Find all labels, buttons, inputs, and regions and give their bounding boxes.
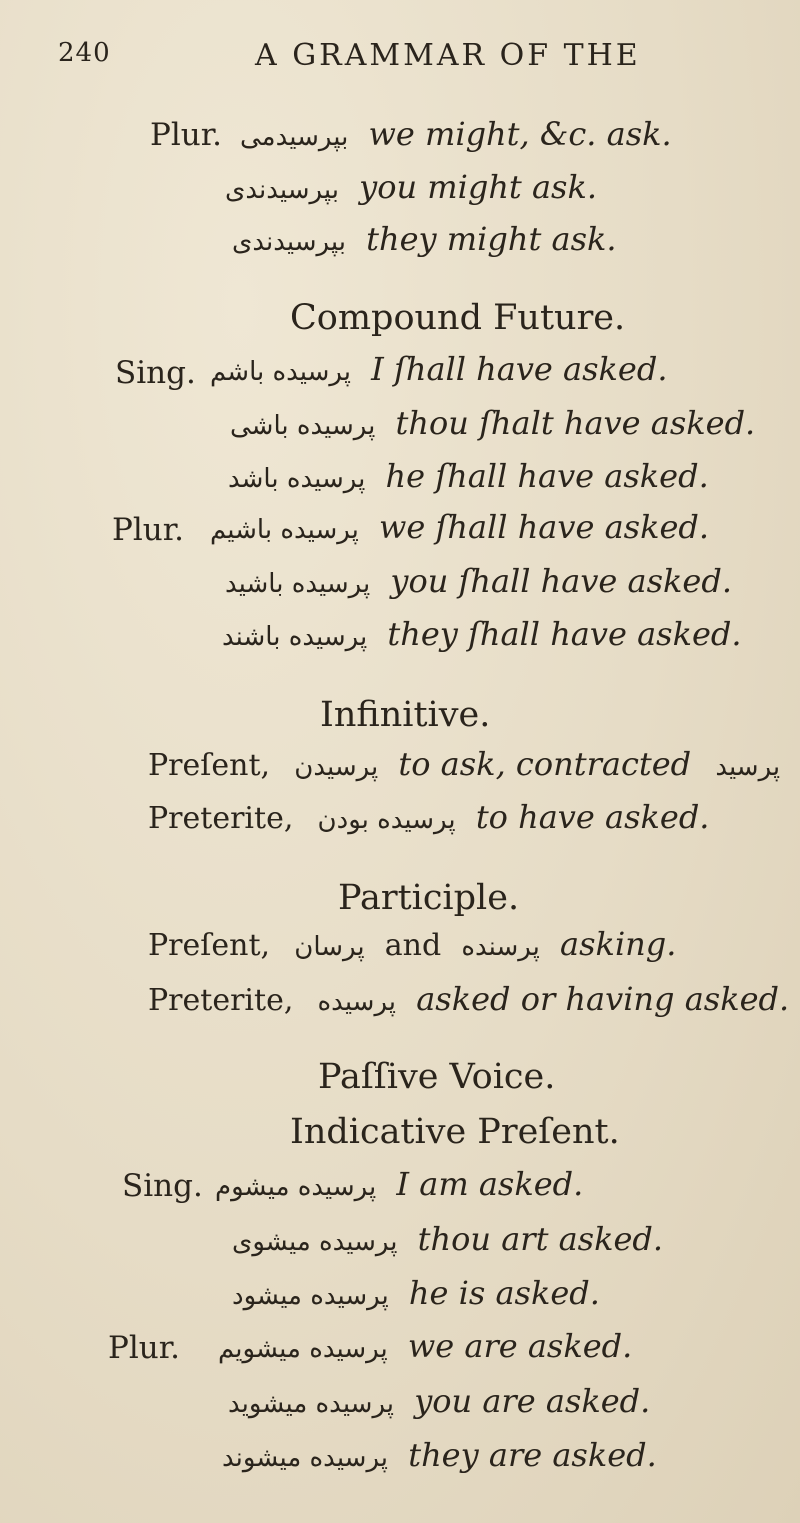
sing-label: Sing.: [115, 355, 196, 391]
section-heading: Compound Future.: [290, 298, 626, 338]
persian-form: بپرسيدندی: [225, 175, 339, 205]
conjugation-row: [232, 220, 617, 258]
english-gloss: they are asked.: [408, 1436, 657, 1474]
persian-form: پرسيده ميشوی: [232, 1227, 398, 1257]
english-gloss: they might ask.: [366, 220, 617, 258]
persian-form: پرسيده باشی: [230, 411, 376, 441]
page-header: [0, 38, 800, 78]
section-heading: Infinitive.: [320, 695, 491, 735]
conjugation-row: [232, 1220, 663, 1258]
conjugation-row: [215, 1165, 583, 1203]
conjugation-row: [232, 1274, 600, 1312]
english-gloss: we are asked.: [407, 1327, 633, 1365]
persian-form: پرسيده ميشود: [232, 1281, 389, 1311]
persian-form: پرسيده ميشوند: [222, 1443, 389, 1473]
english-gloss: we might, &c. ask.: [368, 115, 672, 153]
english-gloss: you ſhall have asked.: [390, 562, 733, 600]
english-gloss: thou ſhalt have asked.: [395, 404, 756, 442]
persian-form: پرسيده باشد: [228, 464, 366, 494]
conjugation-row: [240, 115, 672, 153]
page-number: 240: [58, 38, 111, 68]
conjugation-row: [225, 562, 732, 600]
persian-form: پرسيده باشيد: [225, 569, 371, 599]
english-gloss: I am asked.: [396, 1165, 584, 1203]
sing-label: Sing.: [122, 1168, 203, 1204]
running-title: A GRAMMAR OF THE: [255, 38, 641, 73]
conjugation-row: [218, 1327, 632, 1365]
section-heading: Participle.: [338, 878, 520, 918]
form-label: Preſent,: [148, 928, 271, 963]
conjunction: and: [384, 928, 442, 963]
conjugation-row: [225, 168, 597, 206]
persian-form: بپرسيدندی: [232, 227, 346, 257]
plur-label: Plur.: [112, 512, 185, 548]
persian-form: پرسيده ميشوم: [215, 1172, 377, 1202]
form-label: Preſent,: [148, 748, 271, 783]
conjugation-row: [228, 1382, 650, 1420]
english-gloss: they ſhall have asked.: [387, 615, 742, 653]
english-gloss: we ſhall have asked.: [379, 508, 710, 546]
participle-present-row: [148, 925, 676, 963]
conjugation-row: [230, 404, 755, 442]
conjugation-row: [222, 1436, 657, 1474]
form-label: Preterite,: [148, 983, 294, 1018]
english-gloss: to ask, contracted: [398, 745, 692, 783]
english-gloss: I ſhall have asked.: [371, 350, 668, 388]
infinitive-present-row: [148, 745, 790, 783]
plur-label: Plur.: [150, 117, 223, 153]
english-gloss: thou art asked.: [417, 1220, 664, 1258]
persian-form: پرسان: [294, 932, 365, 962]
conjugation-row: [210, 350, 668, 388]
persian-form: پرسيده باشم: [210, 357, 351, 387]
persian-form: پرسيدن: [294, 752, 379, 782]
conjugation-row: [222, 615, 742, 653]
english-gloss: he is asked.: [408, 1274, 600, 1312]
section-heading: Paſſive Voice.: [318, 1057, 556, 1097]
english-gloss: to have asked.: [475, 798, 710, 836]
english-gloss: asking.: [560, 925, 677, 963]
persian-form: پرسيده ميشويد: [228, 1389, 395, 1419]
persian-form: پرسيده باشيم: [210, 515, 359, 545]
persian-form: پرسيده باشند: [222, 622, 368, 652]
persian-form: پرسنده: [461, 932, 540, 962]
english-gloss: you are asked.: [414, 1382, 651, 1420]
infinitive-preterite-row: [148, 798, 709, 836]
participle-preterite-row: [148, 980, 789, 1018]
form-label: Preterite,: [148, 801, 294, 836]
conjugation-row: [228, 457, 709, 495]
english-gloss: asked or having asked.: [416, 980, 790, 1018]
english-gloss: you might ask.: [359, 168, 598, 206]
persian-form: پرسيد: [715, 752, 781, 782]
plur-label: Plur.: [108, 1330, 181, 1366]
persian-form: پرسيده: [317, 987, 397, 1017]
section-subheading: Indicative Preſent.: [290, 1112, 620, 1152]
persian-form: پرسيده بودن: [317, 805, 456, 835]
persian-form: پرسيده ميشويم: [218, 1334, 388, 1364]
english-gloss: he ſhall have asked.: [385, 457, 709, 495]
conjugation-row: [210, 508, 709, 546]
persian-form: بپرسيدمی: [240, 122, 349, 152]
